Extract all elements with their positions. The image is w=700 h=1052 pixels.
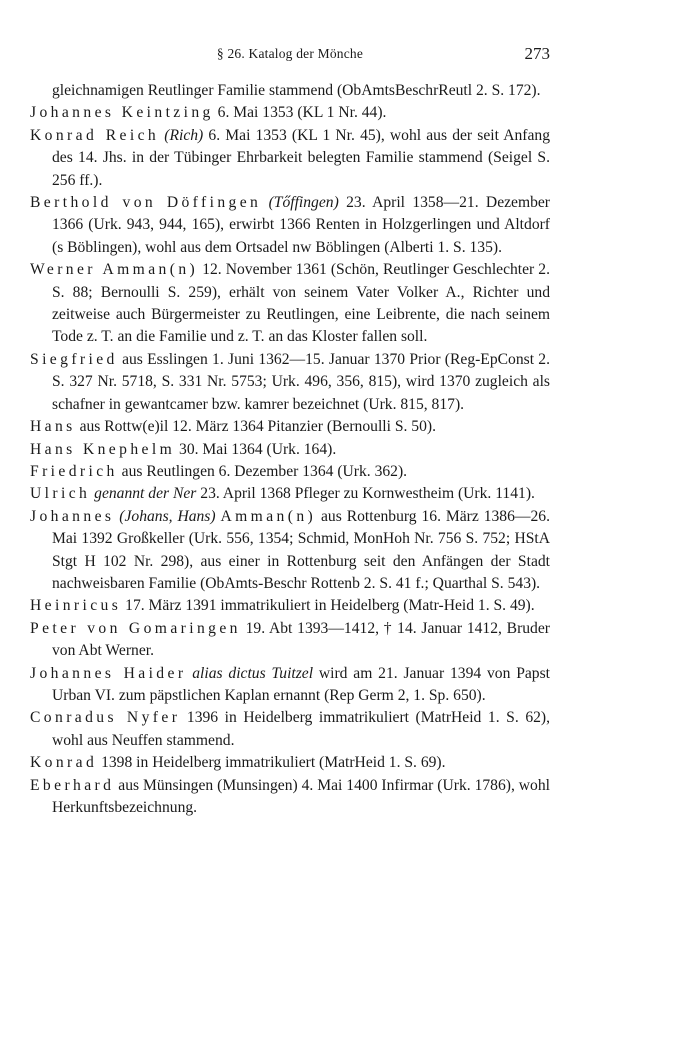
entry-text: 23. April 1368 Pfleger zu Kornwestheim (Urk. 1141). (200, 485, 535, 503)
entry-text: aus Münsingen (Munsingen) 4. Mai 1400 Infirmar (Urk. 1786), wohl Herkunftsbezeichnung. (52, 776, 550, 816)
monk-name: Hans Knephelm (30, 440, 176, 458)
catalog-entry (30, 416, 550, 438)
catalog-entry (30, 618, 550, 663)
catalog-entry (30, 752, 550, 774)
catalog-entry (30, 102, 550, 124)
entry-text: 12. November 1361 (Schön, Reutlinger Geschlechter 2. S. 88; Bernoulli S. 259), erhält von seinem Vater Volker A., Richter und zeitweise auch Bürgermeister zu Reutlingen, eine Leibrente, die nach seinem Tode z. T. an die Familie und z. T. an das Kloster fallen soll. (52, 261, 551, 346)
catalog-entry (30, 663, 550, 708)
name-variant: (Tőffingen) (268, 194, 339, 212)
entry-text: 19. Abt 1393—1412, † 14. Januar 1412, Bruder von Abt Werner. (52, 619, 550, 660)
catalog-entry (30, 192, 550, 259)
monk-name: Siegfried (30, 350, 118, 368)
catalog-entry (30, 506, 550, 596)
name-variant: (Johans, Hans) (119, 507, 216, 525)
catalog-entry (30, 775, 550, 820)
catalog-entry (30, 707, 550, 752)
monk-name: Friedrich (30, 462, 118, 480)
monk-name: Johannes Keintzing (30, 104, 214, 122)
catalog-entry (30, 483, 550, 505)
monk-catalog-list (30, 80, 550, 819)
running-title: § 26. Katalog der Mönche (216, 46, 364, 61)
entry-text: 17. März 1391 immatrikuliert in Heidelberg (Matr-Heid 1. S. 49). (125, 597, 535, 615)
catalog-entry (30, 259, 550, 349)
entry-text: wird am 21. Januar 1394 von Papst Urban VI. zum päpstlichen Kaplan ernannt (Rep Germ 2, 1. Sp. 650). (52, 664, 550, 704)
monk-surname: Amman(n) (220, 507, 317, 525)
catalog-entry (30, 349, 550, 416)
entry-text: 6. Mai 1353 (KL 1 Nr. 44). (217, 104, 387, 122)
monk-name: Berthold von Döffingen (30, 194, 262, 212)
entry-text: 1398 in Heidelberg immatrikuliert (MatrHeid 1. S. 69). (101, 754, 446, 772)
page-number: 273 (524, 44, 550, 63)
monk-name: Eberhard (30, 776, 115, 794)
catalog-entry (30, 461, 550, 483)
monk-name: Hans (30, 418, 76, 436)
monk-name: Conradus Nyfer (30, 709, 181, 727)
monk-name: Heinricus (30, 597, 122, 615)
name-variant: alias dictus Tuitzel (192, 664, 314, 682)
entry-text: aus Esslingen 1. Juni 1362—15. Januar 1370 Prior (Reg-EpConst 2. S. 327 Nr. 5718, S. 331 Nr. 5753; Urk. 496, 356, 815), wird 1370 zugleich als schafner in gewantcamer bzw. kamrer bezeichnet (Urk. 815, 817). (52, 350, 551, 413)
catalog-entry (30, 80, 550, 102)
monk-name: Peter von Gomaringen (30, 619, 241, 637)
monk-name: Johannes Haider (30, 664, 187, 682)
monk-name: Konrad (30, 754, 98, 772)
monk-name: Werner Amman(n) (30, 261, 199, 279)
entry-text: gleichnamigen Reutlinger Familie stammend (ObAmtsBeschrReutl 2. S. 172). (52, 82, 541, 99)
catalog-entry (30, 595, 550, 617)
entry-text: aus Reutlingen 6. Dezember 1364 (Urk. 362). (121, 462, 408, 480)
entry-text: 23. April 1358—21. Dezember 1366 (Urk. 943, 944, 165), erwirbt 1366 Renten in Holzgerlingen und Altdorf (s Böblingen), wohl aus dem Ortsadel nw Böblingen (Alberti 1. S. 135). (52, 194, 550, 256)
entry-text: aus Rottw(e)il 12. März 1364 Pitanzier (Bernoulli S. 50). (79, 418, 436, 436)
entry-text: 6. Mai 1353 (KL 1 Nr. 45), wohl aus der seit Anfang des 14. Jhs. in der Tübinger Ehrbarkeit belegten Familie stammend (Seigel S. 256 ff.). (52, 126, 550, 189)
entry-text: aus Rottenburg 16. März 1386—26. Mai 1392 Großkeller (Urk. 556, 1354; Schmid, MonHoh Nr. 756 S. 752; HStA Stgt H 102 Nr. 298), aus einer in Rottenburg seit den Anfängen der Stadt nachweisbaren Familie (ObAmts-Beschr Rottenb 2. S. 41 f.; Quarthal S. 543). (52, 507, 550, 592)
catalog-entry (30, 439, 550, 461)
catalog-entry (30, 125, 550, 192)
entry-text: 1396 in Heidelberg immatrikuliert (MatrHeid 1. S. 62), wohl aus Neuffen stammend. (52, 709, 550, 749)
monk-name: Konrad Reich (30, 126, 160, 144)
name-variant: (Rich) (164, 126, 204, 144)
entry-text: 30. Mai 1364 (Urk. 164). (179, 440, 337, 458)
monk-name: Ulrich (30, 485, 91, 503)
name-variant: genannt der Ner (94, 485, 197, 503)
monk-name: Johannes (30, 507, 115, 525)
